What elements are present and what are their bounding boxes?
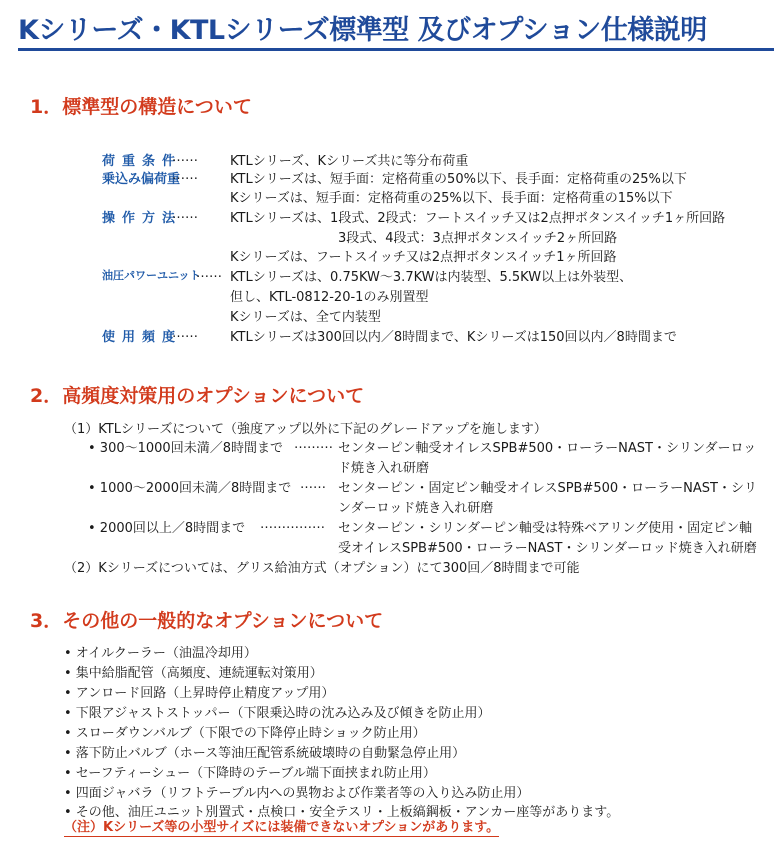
power-unit-line-1: KTLシリーズは、0.75KW～3.7KWは内装型、5.5KW以上は外装型、	[230, 270, 633, 285]
leader-dots: ………	[294, 437, 333, 452]
leader-dots: ……	[172, 150, 198, 165]
hf-item-3-line-1: センターピン・シリンダーピン軸受は特殊ベアリング使用・固定ピン軸	[338, 521, 753, 536]
option-oil-cooler: • オイルクーラー（油温冷却用）	[64, 646, 257, 661]
eccentric-load-line-2: Kシリーズは、短手面：定格荷重の25%以下、長手面：定格荷重の15%以下	[230, 191, 673, 206]
page-title: Kシリーズ・KTLシリーズ標準型 及びオプション仕様説明	[18, 15, 707, 46]
hf-item-1-line-2: ド焼き入れ研磨	[338, 461, 430, 476]
k-series-grease-note: （2）Kシリーズについては、グリス給油方式（オプション）にて300回／8時間まで可能	[64, 561, 580, 576]
leader-dots: ……………	[260, 517, 325, 532]
hf-item-2-label: • 1000～2000回未満／8時間まで	[88, 481, 292, 496]
operation-method-line-1: KTLシリーズは、1段式、2段式：フートスイッチ又は2点押ボタンスイッチ1ヶ所回路	[230, 211, 726, 226]
operation-method-line-3: Kシリーズは、フートスイッチ又は2点押ボタンスイッチ1ヶ所回路	[230, 250, 617, 265]
hf-item-1-line-1: センターピン軸受オイレスSPB#500・ローラーNAST・シリンダーロッ	[338, 441, 757, 456]
hf-item-2-line-1: センターピン・固定ピン軸受オイレスSPB#500・ローラーNAST・シリ	[338, 481, 757, 496]
power-unit-line-2: 但し、KTL-0812-20-1のみ別置型	[230, 290, 429, 305]
label-operation-method: 操作方法	[102, 211, 183, 226]
option-bellows: • 四面ジャバラ（リフトテーブル内への異物および作業者等の入り込み防止用）	[64, 786, 530, 801]
leader-dots: ……	[172, 326, 198, 341]
leader-dots: ……	[300, 477, 326, 492]
leader-dots: ……	[196, 266, 222, 281]
load-condition-line-1: KTLシリーズ、Kシリーズ共に等分布荷重	[230, 154, 469, 169]
option-safety-shoe: • セーフティーシュー（下降時のテーブル端下面挟まれ防止用）	[64, 766, 436, 781]
small-size-note: （注）Kシリーズ等の小型サイズには装備できないオプションがあります。	[64, 820, 500, 835]
hf-item-2-line-2: ンダーロッド焼き入れ研磨	[338, 501, 494, 516]
operation-method-line-2: 3段式、4段式：3点押ボタンスイッチ2ヶ所回路	[338, 231, 618, 246]
hf-item-3-label: • 2000回以上／8時間まで	[88, 521, 246, 536]
label-load-condition: 荷重条件	[102, 154, 183, 169]
ktl-series-intro: （1）KTLシリーズについて（強度アップ以外に下記のグレードアップを施します）	[64, 422, 547, 437]
section-heading-standard: 1．標準型の構造について	[30, 96, 252, 118]
hf-item-3-line-2: 受オイレスSPB#500・ローラーNAST・シリンダーロッド焼き入れ研磨	[338, 541, 757, 556]
section-heading-high-frequency: 2．高頻度対策用のオプションについて	[30, 385, 365, 407]
power-unit-line-3: Kシリーズは、全て内装型	[230, 310, 381, 325]
option-fall-prevention-valve: • 落下防止バルブ（ホース等油圧配管系統破壊時の自動緊急停止用）	[64, 746, 466, 761]
option-others: • その他、油圧ユニット別置式・点検口・安全テスリ・上板縞鋼板・アンカー座等があります。	[64, 805, 620, 820]
option-unload-circuit: • アンロード回路（上昇時停止精度アップ用）	[64, 686, 335, 701]
eccentric-load-line-1: KTLシリーズは、短手面：定格荷重の50%以下、長手面：定格荷重の25%以下	[230, 172, 687, 187]
label-usage-frequency: 使用頻度	[102, 330, 183, 345]
section-heading-other-options: 3．その他の一般的なオプションについて	[30, 610, 384, 632]
leader-dots: ……	[172, 207, 198, 222]
leader-dots: ……	[172, 168, 198, 183]
usage-frequency-line-1: KTLシリーズは300回以内／8時間まで、Kシリーズは150回以内／8時間まで	[230, 330, 677, 345]
option-lower-adjust-stopper: • 下限アジャストストッパー（下限乗込時の沈み込み及び傾きを防止用）	[64, 706, 491, 721]
label-power-unit: 油圧パワーユニット	[102, 269, 201, 282]
label-eccentric-load: 乗込み偏荷重	[102, 172, 181, 187]
hf-item-1-label: • 300～1000回未満／8時間まで	[88, 441, 283, 456]
title-underline	[18, 48, 774, 51]
option-central-lubrication: • 集中給脂配管（高頻度、連続運転対策用）	[64, 666, 323, 681]
option-slow-down-valve: • スローダウンバルブ（下限での下降停止時ショック防止用）	[64, 726, 426, 741]
